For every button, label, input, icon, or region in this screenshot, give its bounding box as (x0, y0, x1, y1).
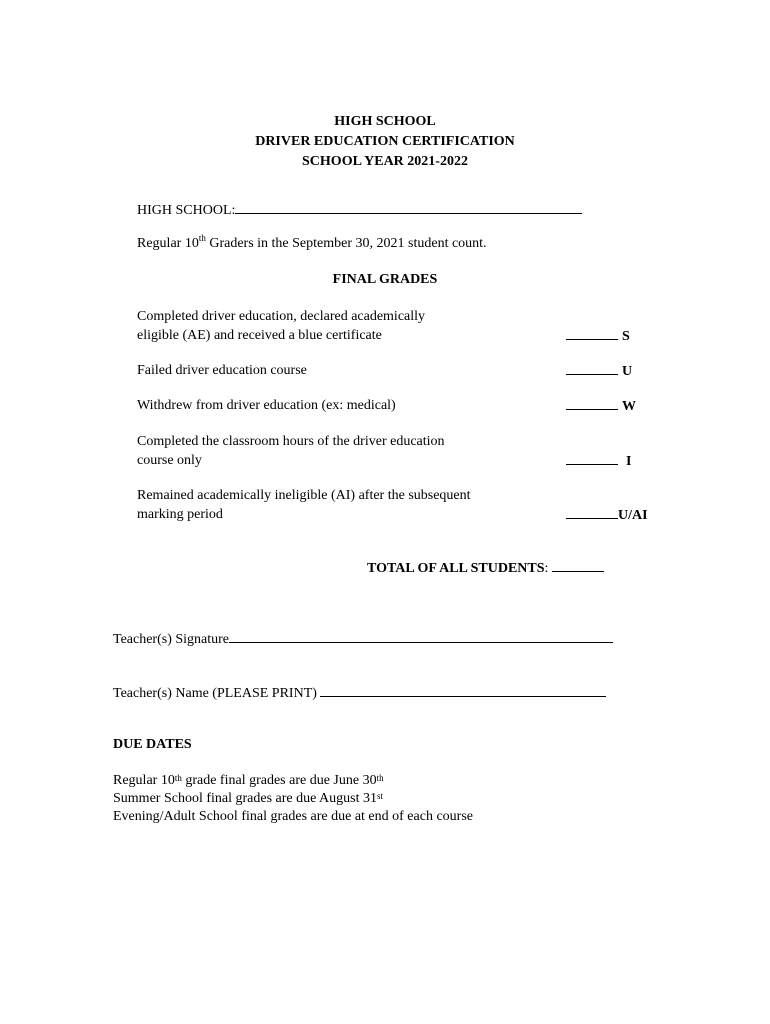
due-date-evening: Evening/Adult School final grades are due at end of each course (113, 809, 473, 824)
grade-uai-code: U/AI (618, 508, 648, 523)
header-line-3: SCHOOL YEAR 2021-2022 (302, 154, 468, 169)
grade-w-line1: Withdrew from driver education (ex: medical) (137, 398, 396, 413)
grade-uai-blank[interactable] (566, 505, 618, 519)
due-dates-list (113, 772, 473, 826)
signature-label: Teacher(s) Signature (113, 632, 230, 647)
total-label: TOTAL OF ALL STUDENTS (367, 561, 545, 576)
grade-i-line2: course only (137, 453, 202, 468)
grade-u-line1: Failed driver education course (137, 363, 307, 378)
regular-count-post: Graders in the September 30, 2021 student count. (205, 236, 487, 251)
due-date-regular (113, 772, 473, 790)
high-school-field (137, 200, 582, 219)
teacher-name-blank[interactable] (320, 683, 606, 697)
grade-entry-w (566, 396, 636, 415)
grade-i-blank[interactable] (566, 451, 618, 465)
due-regular-sup2: th (376, 773, 384, 783)
grade-u-code: U (622, 364, 633, 379)
grade-u-blank[interactable] (566, 361, 618, 375)
due-summer-text: Summer School final grades are due August 31 (113, 791, 378, 806)
grade-i-line1: Completed the classroom hours of the driver education (137, 434, 445, 449)
header-line-1: HIGH SCHOOL (334, 114, 436, 129)
grade-entry-i (566, 451, 631, 470)
due-date-summer (113, 790, 473, 808)
due-regular-sup1: th (174, 773, 182, 783)
grade-s-line2: eligible (AE) and received a blue certificate (137, 328, 382, 343)
grade-i-code: I (626, 454, 632, 469)
regular-count-sup: th (198, 233, 206, 243)
total-colon: : (544, 561, 549, 576)
grade-s-line1: Completed driver education, declared academically (137, 309, 426, 324)
grade-uai-line1: Remained academically ineligible (AI) after the subsequent (137, 488, 471, 503)
teacher-name-field (113, 683, 606, 702)
grade-s-blank[interactable] (566, 326, 618, 340)
final-grades-title: FINAL GRADES (332, 272, 438, 287)
grade-description-w (137, 396, 396, 415)
total-blank[interactable] (552, 558, 604, 572)
teacher-name-label: Teacher(s) Name (PLEASE PRINT) (113, 686, 317, 701)
grade-entry-u (566, 361, 632, 380)
grade-uai-line2: marking period (137, 507, 223, 522)
grade-description-u (137, 361, 307, 380)
due-dates-title: DUE DATES (113, 737, 192, 752)
grade-description-s (137, 307, 425, 345)
grade-w-blank[interactable] (566, 396, 618, 410)
grade-entry-s (566, 326, 630, 345)
regular-count-pre: Regular 10 (137, 236, 199, 251)
due-summer-sup: st (377, 791, 384, 801)
grade-description-i (137, 432, 445, 470)
due-regular-mid: grade final grades are due June 30 (181, 773, 377, 788)
signature-blank[interactable] (229, 629, 613, 643)
high-school-label: HIGH SCHOOL: (137, 203, 236, 218)
due-regular-pre: Regular 10 (113, 773, 175, 788)
header-line-2: DRIVER EDUCATION CERTIFICATION (255, 134, 515, 149)
grade-entry-uai (566, 505, 648, 524)
document-header (0, 112, 770, 172)
total-students-field (367, 558, 604, 577)
signature-field (113, 629, 613, 648)
high-school-blank[interactable] (235, 200, 582, 214)
regular-count-line (137, 233, 487, 252)
grade-w-code: W (622, 399, 636, 414)
grade-description-uai (137, 486, 471, 524)
grade-s-code: S (622, 329, 630, 344)
